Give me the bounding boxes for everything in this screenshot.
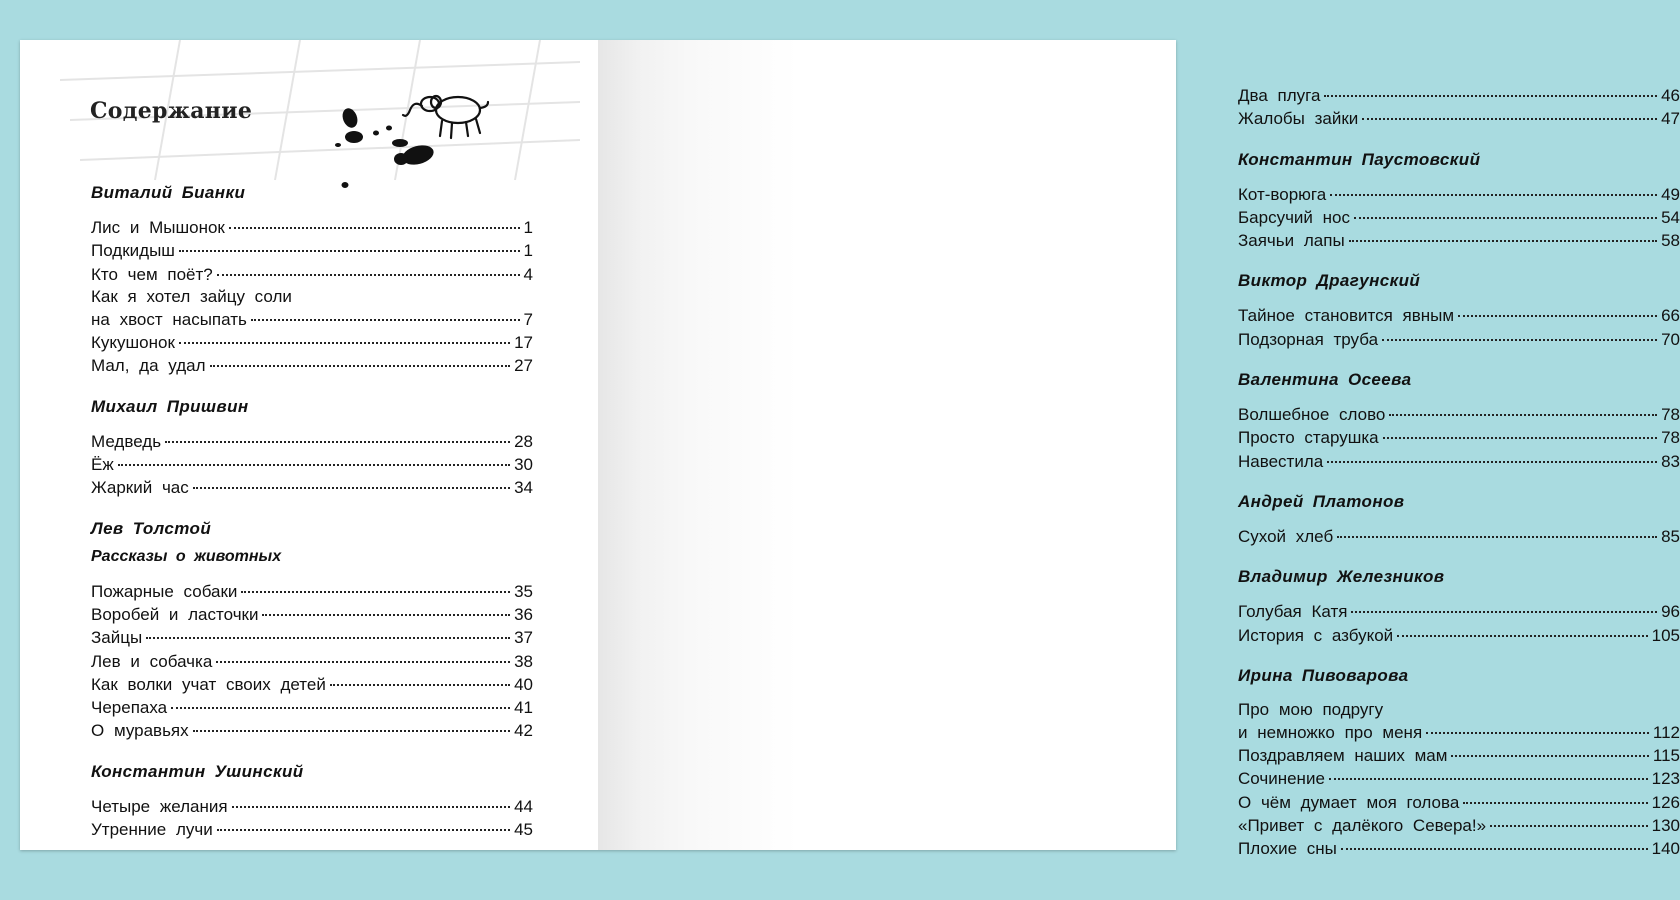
page-number: 36 <box>514 604 533 624</box>
page-number: 1 <box>523 241 533 261</box>
entry-title: «Привет с далёкого Севера!» <box>1238 816 1487 836</box>
toc-section <box>1238 147 1680 253</box>
entry-title: Жаркий час <box>91 478 189 498</box>
dot-leader <box>146 637 510 639</box>
toc-section <box>1238 84 1680 131</box>
entry-title: Плохие сны <box>1238 839 1337 859</box>
entry-title: Подкидыш <box>91 241 175 261</box>
toc-entry <box>1238 721 1680 744</box>
toc-entry <box>91 719 533 742</box>
dot-leader <box>232 806 510 808</box>
dot-leader <box>1362 118 1657 120</box>
entry-title: Утренние лучи <box>91 820 213 840</box>
spacer <box>1238 515 1680 525</box>
page-number: 28 <box>514 431 533 451</box>
page-number: 34 <box>514 478 533 498</box>
dot-leader <box>193 730 510 732</box>
spacer <box>1238 590 1680 600</box>
entry-title: Ёж <box>91 455 114 475</box>
toc-entry <box>1238 403 1680 426</box>
page-number: 27 <box>514 356 533 376</box>
book-spread <box>20 40 1680 859</box>
author-name: Лев Толстой <box>91 518 212 538</box>
page-number: 126 <box>1651 792 1680 812</box>
page-number: 112 <box>1652 722 1680 742</box>
entry-title-line: Про мою подругу <box>1238 699 1384 719</box>
spacer <box>1238 173 1680 183</box>
dot-leader <box>171 707 510 709</box>
toc-section <box>91 759 533 842</box>
toc-section <box>1238 663 1680 861</box>
page-number: 54 <box>1661 207 1680 227</box>
toc-entry <box>1238 426 1680 449</box>
dot-leader <box>1324 95 1657 97</box>
toc-entry <box>1238 624 1680 647</box>
toc-entry <box>91 580 533 603</box>
toc-entry <box>91 476 533 499</box>
toc-entry <box>91 795 533 818</box>
entry-title: История с азбукой <box>1238 625 1394 645</box>
toc-section <box>1238 489 1680 548</box>
toc-entry <box>91 603 533 626</box>
dot-leader <box>229 227 520 229</box>
right-page <box>598 40 1680 859</box>
entry-title: Волшебное слово <box>1238 405 1386 425</box>
toc-entry <box>91 453 533 476</box>
dot-leader <box>179 342 510 344</box>
page-number: 47 <box>1661 109 1680 129</box>
dot-leader <box>1397 635 1647 637</box>
spacer <box>91 206 533 216</box>
spacer <box>91 785 533 795</box>
page-number: 78 <box>1661 405 1680 425</box>
page-number: 46 <box>1661 86 1680 105</box>
entry-title: Два плуга <box>1238 86 1321 105</box>
entry-title: Тайное становится явным <box>1238 306 1455 326</box>
dot-leader <box>262 614 510 616</box>
page-number: 1 <box>523 218 533 237</box>
page-number: 66 <box>1661 306 1680 326</box>
author-name: Константин Паустовский <box>1238 149 1481 169</box>
toc-section <box>91 394 533 500</box>
dot-leader <box>1458 315 1657 317</box>
dot-leader <box>1327 461 1657 463</box>
entry-title: Как волки учат своих детей <box>91 674 326 694</box>
toc-entry <box>1238 600 1680 623</box>
dot-leader <box>1463 802 1647 804</box>
dot-leader <box>217 829 510 831</box>
page-number: 44 <box>514 796 533 816</box>
toc-entry <box>1238 837 1680 860</box>
dot-leader <box>216 661 510 663</box>
toc-entry <box>91 354 533 377</box>
dot-leader <box>330 684 510 686</box>
toc-entry <box>1238 107 1680 130</box>
page-number: 85 <box>1661 526 1680 546</box>
dot-leader <box>241 591 510 593</box>
page-number: 83 <box>1661 451 1680 471</box>
toc-section <box>1238 367 1680 473</box>
toc-entry <box>1238 791 1680 814</box>
page-number: 49 <box>1661 184 1680 204</box>
spacer <box>1238 689 1680 699</box>
author-name: Константин Ушинский <box>91 761 304 781</box>
entry-title: Голубая Катя <box>1238 602 1348 622</box>
toc-entry <box>91 626 533 649</box>
entry-title: О муравьях <box>91 721 189 741</box>
dot-leader <box>1330 194 1657 196</box>
page-number: 96 <box>1661 602 1680 622</box>
dot-leader <box>1341 848 1648 850</box>
entry-title: Подзорная труба <box>1238 329 1379 349</box>
entry-title: Кот-ворюга <box>1238 184 1327 204</box>
toc-section <box>91 180 533 378</box>
entry-title: Просто старушка <box>1238 428 1379 448</box>
toc-entry <box>91 696 533 719</box>
entry-title: О чём думает моя голова <box>1238 792 1460 812</box>
dot-leader <box>217 274 520 276</box>
dot-leader <box>1354 217 1657 219</box>
page-title: Содержание <box>90 98 253 124</box>
toc-entry <box>1238 450 1680 473</box>
author-name: Ирина Пивоварова <box>1238 665 1409 685</box>
dot-leader <box>1389 414 1657 416</box>
toc-section <box>1238 268 1680 351</box>
entry-title: Жалобы зайки <box>1238 109 1359 129</box>
page-number: 130 <box>1651 816 1680 836</box>
toc-entry <box>1238 767 1680 790</box>
toc-entry <box>1238 183 1680 206</box>
page-number: 45 <box>514 820 533 840</box>
page-number: 41 <box>514 698 533 718</box>
toc-entry <box>1238 744 1680 767</box>
dot-leader <box>251 319 520 321</box>
page-number: 115 <box>1652 746 1680 766</box>
dot-leader <box>118 464 510 466</box>
page-number: 140 <box>1651 839 1680 859</box>
page-number: 58 <box>1661 231 1680 251</box>
dot-leader <box>193 487 510 489</box>
page-number: 37 <box>514 628 533 648</box>
toc-entry <box>91 331 533 354</box>
author-name: Виктор Драгунский <box>1238 271 1421 291</box>
toc-entry <box>1238 206 1680 229</box>
page-number: 17 <box>514 333 533 353</box>
spacer <box>91 570 533 580</box>
toc-entry <box>91 650 533 673</box>
author-name: Валентина Осеева <box>1238 370 1412 390</box>
entry-title: Кто чем поёт? <box>91 264 213 284</box>
entry-title: Заячьи лапы <box>1238 231 1345 251</box>
toc-entry <box>1238 304 1680 327</box>
entry-title: на хвост насыпать <box>91 309 247 329</box>
toc-entry <box>1238 525 1680 548</box>
toc-left-column <box>91 180 533 857</box>
entry-title: Медведь <box>91 431 162 451</box>
section-subheading: Рассказы о животных <box>91 547 282 565</box>
entry-title: и немножко про меня <box>1238 722 1423 742</box>
entry-title: Лис и Мышонок <box>91 218 225 237</box>
toc-entry <box>91 308 533 331</box>
toc-section <box>1238 564 1680 647</box>
entry-title: Пожарные собаки <box>91 581 238 601</box>
entry-title-line: Как я хотел зайцу соли <box>91 286 292 306</box>
page-number: 78 <box>1661 428 1680 448</box>
page-number: 35 <box>514 581 533 601</box>
spacer <box>1238 294 1680 304</box>
author-name: Виталий Бианки <box>91 183 246 202</box>
dot-leader <box>1337 536 1657 538</box>
page-number: 30 <box>514 455 533 475</box>
toc-section <box>91 516 533 743</box>
left-page <box>20 40 598 850</box>
page-number: 42 <box>514 721 533 741</box>
entry-title: Воробей и ласточки <box>91 604 259 624</box>
toc-entry <box>91 430 533 453</box>
entry-title: Барсучий нос <box>1238 207 1350 227</box>
dot-leader <box>1351 611 1657 613</box>
entry-title: Четыре желания <box>91 796 228 816</box>
dot-leader <box>1349 240 1657 242</box>
entry-title: Мал, да удал <box>91 356 206 376</box>
author-name: Михаил Пришвин <box>91 396 249 416</box>
page-number: 70 <box>1661 329 1680 349</box>
dot-leader <box>179 250 520 252</box>
toc-entry <box>91 239 533 262</box>
dot-leader <box>1490 825 1648 827</box>
toc-entry <box>91 263 533 286</box>
page-number: 4 <box>523 264 533 284</box>
page-number: 123 <box>1651 769 1680 789</box>
page-number: 105 <box>1651 625 1680 645</box>
entry-title: Сочинение <box>1238 769 1325 789</box>
page-number: 7 <box>523 309 533 329</box>
entry-title: Лев и собачка <box>91 651 213 671</box>
entry-title: Сухой хлеб <box>1238 526 1334 546</box>
page-number: 40 <box>514 674 533 694</box>
spacer <box>1238 393 1680 403</box>
dot-leader <box>165 441 510 443</box>
author-name: Андрей Платонов <box>1238 491 1405 511</box>
dot-leader <box>210 365 511 367</box>
toc-entry <box>91 818 533 841</box>
dot-leader <box>1329 778 1648 780</box>
spacer <box>91 420 533 430</box>
toc-entry <box>1238 328 1680 351</box>
toc-entry <box>1238 814 1680 837</box>
toc-right-column <box>1238 84 1680 877</box>
page-number: 38 <box>514 651 533 671</box>
toc-entry <box>91 673 533 696</box>
toc-entry <box>1238 84 1680 107</box>
dot-leader <box>1382 339 1657 341</box>
dot-leader <box>1426 732 1649 734</box>
author-name: Владимир Железников <box>1238 567 1445 587</box>
entry-title: Зайцы <box>91 628 143 648</box>
entry-title: Поздравляем наших мам <box>1238 746 1448 766</box>
entry-title: Навестила <box>1238 451 1324 471</box>
toc-entry <box>1238 229 1680 252</box>
entry-title: Черепаха <box>91 698 168 718</box>
entry-title: Кукушонок <box>91 333 175 353</box>
toc-entry <box>91 216 533 239</box>
dot-leader <box>1451 755 1648 757</box>
dot-leader <box>1383 437 1657 439</box>
